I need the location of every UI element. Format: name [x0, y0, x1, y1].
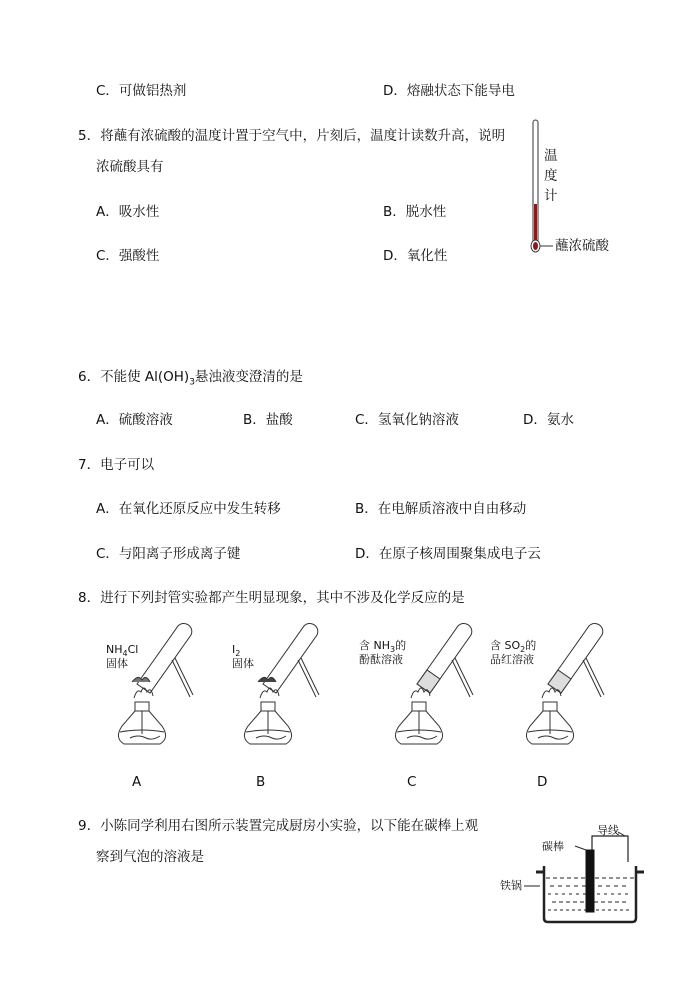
- q9-stem-line1: 9．小陈同学利用右图所示装置完成厨房小实验，以下能在碳棒上观: [78, 818, 479, 834]
- q6-option-b: B．盐酸: [243, 412, 293, 428]
- q7-option-d: D．在原子核周围聚集成电子云: [355, 546, 541, 562]
- thermometer-dip-label: 蘸浓硫酸: [555, 238, 609, 254]
- q8-figure-b: [226, 620, 356, 795]
- q8-figure-d: [488, 620, 618, 795]
- q8-figure-b-letter: B: [256, 774, 266, 790]
- sealed-tube-lamp-icon: [100, 620, 230, 755]
- q8-figure-a: [100, 620, 230, 795]
- q7-stem: 7．电子可以: [78, 457, 155, 473]
- q9-label-iron-pot: 铁锅: [500, 879, 522, 892]
- q5-stem-line1: 5．将蘸有浓硫酸的温度计置于空气中，片刻后，温度计读数升高，说明: [78, 128, 506, 144]
- sealed-tube-lamp-icon: [226, 620, 356, 755]
- q6-stem: 6．不能使 $Al(OH)_3$悬浊液变澄清的是: [78, 369, 303, 388]
- q5-option-c: C．强酸性: [96, 248, 160, 264]
- q9-apparatus-figure: [500, 820, 650, 930]
- q9-label-carbon-rod: 碳棒: [542, 840, 564, 853]
- q5-stem-line2: 浓硫酸具有: [96, 159, 164, 175]
- thermometer-label-char-2: 度: [544, 168, 558, 184]
- q6-option-a: A．硫酸溶液: [96, 412, 173, 428]
- q8-figure-d-label-2: 品红溶液: [490, 653, 534, 666]
- q8-figure-c: [357, 620, 487, 795]
- q8-figure-a-letter: A: [132, 774, 142, 790]
- q4-option-d: D．熔融状态下能导电: [383, 83, 515, 99]
- q8-figure-c-letter: C: [407, 774, 417, 790]
- thermometer-figure: [525, 118, 625, 263]
- thermometer-label-char-3: 计: [544, 188, 558, 204]
- q9-stem-line2: 察到气泡的溶液是: [96, 849, 204, 865]
- q8-figure-a-label-1: $NH_4Cl$: [106, 643, 139, 659]
- q8-figure-b-label-1: $I_2$: [232, 643, 241, 659]
- q6-option-d: D．氨水: [523, 412, 574, 428]
- q8-figure-c-label-1: 含 $NH_3$的: [359, 639, 407, 655]
- q8-stem: 8．进行下列封管实验都产生明显现象，其中不涉及化学反应的是: [78, 590, 465, 606]
- q8-figure-b-label-2: 固体: [232, 657, 254, 670]
- q5-option-d: D．氧化性: [383, 248, 448, 264]
- q8-figure-d-letter: D: [537, 774, 548, 790]
- iron-pot-carbon-rod-icon: [500, 820, 650, 930]
- q7-option-b: B．在电解质溶液中自由移动: [355, 501, 527, 517]
- q8-figure-d-label-1: 含 $SO_2$的: [490, 639, 537, 655]
- q7-option-c: C．与阳离子形成离子键: [96, 546, 241, 562]
- q8-figure-c-label-2: 酚酞溶液: [359, 653, 403, 666]
- q5-option-b: B．脱水性: [383, 204, 447, 220]
- q9-label-wire: 导线: [597, 824, 619, 837]
- thermometer-label-char-1: 温: [544, 148, 558, 164]
- q4-option-c: C．可做铝热剂: [96, 83, 187, 99]
- q7-option-a: A．在氧化还原反应中发生转移: [96, 501, 281, 517]
- q6-option-c: C．氢氧化钠溶液: [355, 412, 459, 428]
- q8-figure-a-label-2: 固体: [106, 657, 128, 670]
- q5-option-a: A．吸水性: [96, 204, 160, 220]
